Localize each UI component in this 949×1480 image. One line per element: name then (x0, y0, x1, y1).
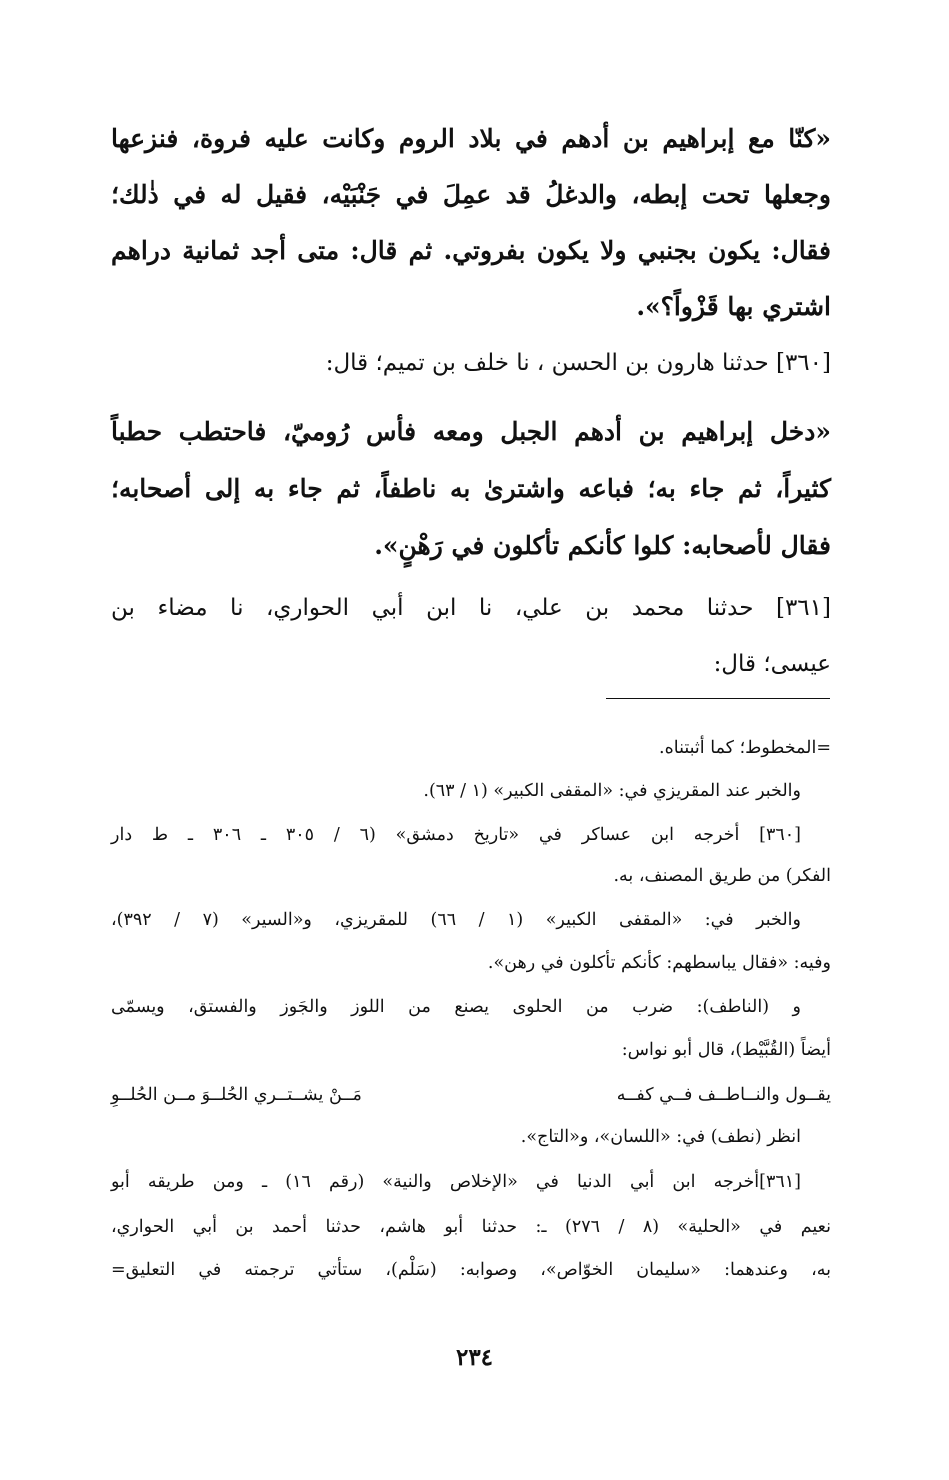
verse-first-hemistich: يقــول والنــاطــف فــي كفــه (616, 1085, 831, 1105)
body-line: «دخل إبراهيم بن أدهم الجبل ومعه فأس رُوميّ، فاحتطب حطباً (111, 417, 831, 446)
footnote-line: أيضاً (القُبَّيْط)، قال أبو نواس: (621, 1040, 831, 1060)
body-line: كثيراً، ثم جاء به؛ فباعه واشترىٰ به ناطفاً، ثم جاء به إلى أصحابه؛ (111, 474, 831, 503)
footnote-separator (606, 698, 830, 699)
body-line: اشتري بها قَزْواً؟». (636, 292, 831, 321)
footnote-line: انظر (نطف) في: «اللسان»، و«التاج». (520, 1127, 801, 1147)
body-line: وجعلها تحت إبطه، والدغلُ قد عمِلَ في جَنْبَيْه، فقيل له في ذٰلك؛ (111, 180, 831, 209)
body-line: عيسى؛ قال: (713, 651, 831, 677)
poetry-verse (111, 1085, 831, 1105)
footnote-line: نعيم في «الحلية» (٨ / ٢٧٦) ـ: حدثنا أبو هاشم، حدثنا أحمد بن أبي الحواري، (111, 1217, 831, 1237)
footnote-line: به، وعندهما: «سليمان الخوّاص»، وصوابه: (سَلْم)، ستأتي ترجمته في التعليق= (111, 1260, 831, 1280)
footnote-line: والخبر عند المقريزي في: «المقفى الكبير» (١ / ٦٣). (423, 781, 801, 801)
footnote-line: [٣٦١]أخرجه ابن أبي الدنيا في «الإخلاص والنية» (رقم ١٦) ـ ومن طريقه أبو (111, 1172, 801, 1192)
hadith-chain-361: [٣٦١] حدثنا محمد بن علي، نا ابن أبي الحواري، نا مضاء بن (111, 595, 831, 621)
footnote-line: والخبر في: «المقفى الكبير» (١ / ٦٦) للمقريزي، و«السير» (٧ / ٣٩٢)، (111, 910, 801, 930)
body-line: فقال: يكون بجنبي ولا يكون بفروتي. ثم قال: متى أجد ثمانية دراهم (111, 236, 831, 265)
footnote-line: الفكر) من طريق المصنف، به. (613, 866, 831, 886)
page-number: ٢٣٤ (455, 1344, 494, 1371)
body-line: «كنّا مع إبراهيم بن أدهم في بلاد الروم وكانت عليه فروة، فنزعها (111, 124, 831, 153)
footnote-line: و (الناطف): ضرب من الحلوى يصنع من اللوز والجَوز والفستق، ويسمّى (111, 997, 801, 1017)
footnote-line: [٣٦٠] أخرجه ابن عساكر في «تاريخ دمشق» (٦ / ٣٠٥ ـ ٣٠٦ ـ ط دار (111, 825, 801, 845)
hadith-chain-360: [٣٦٠] حدثنا هارون بن الحسن ، نا خلف بن تميم؛ قال: (325, 350, 831, 376)
footnote-line: =المخطوط؛ كما أثبتناه. (659, 738, 831, 758)
verse-second-hemistich: مَــنْ يشــتــري الحُلــوَ مــن الحُلــوِ (111, 1085, 362, 1105)
body-line: فقال لأصحابه: كلوا كأنكم تأكلون في رَهْنٍ». (374, 531, 831, 560)
footnote-line: وفيه: «فقال يباسطهم: كأنكم تأكلون في رهن». (487, 953, 831, 973)
